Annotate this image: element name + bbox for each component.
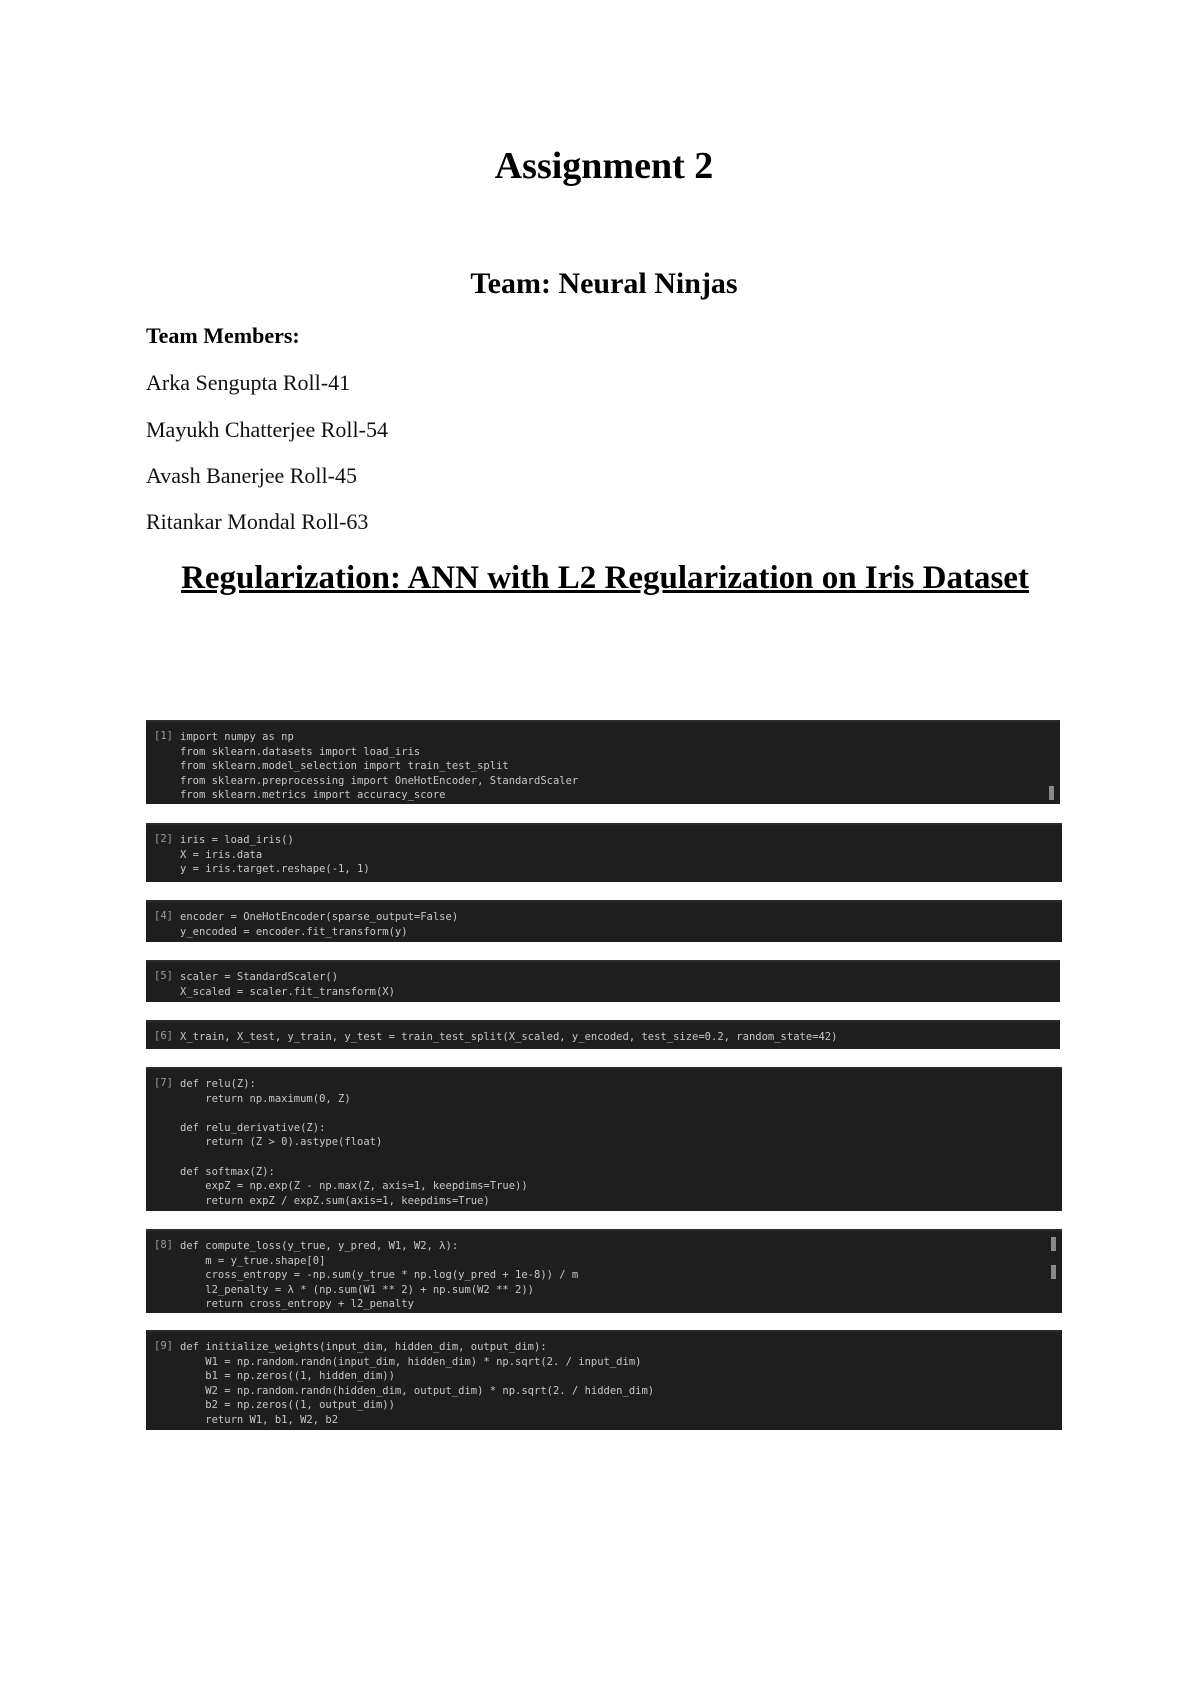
code-cell-1[interactable] xyxy=(146,720,1060,804)
cell-prompt: [4] xyxy=(154,910,173,922)
cell-prompt: [6] xyxy=(154,1030,173,1042)
cell-prompt: [7] xyxy=(154,1077,173,1089)
cell-code: def compute_loss(y_true, y_pred, W1, W2, λ): m = y_true.shape[0] cross_entropy = -np.sum(y_true * np.log(y_pred + 1e-8)) / m l2_penalty = λ * (np.sum(W1 ** 2) + np.sum(W2 ** 2)) return cross_entropy + l2_penalty xyxy=(180,1240,579,1311)
code-cell-6[interactable] xyxy=(146,1067,1062,1211)
team-name: Team: Neural Ninjas xyxy=(470,267,738,300)
cell-code: iris = load_iris() X = iris.data y = iris.target.reshape(-1, 1) xyxy=(180,834,370,876)
member-1: Arka Sengupta Roll-41 xyxy=(146,370,351,395)
scrollbar[interactable] xyxy=(1051,1237,1056,1251)
member-2: Mayukh Chatterjee Roll-54 xyxy=(146,417,388,442)
cell-prompt: [5] xyxy=(154,970,173,982)
code-cell-2[interactable] xyxy=(146,823,1062,882)
code-cell-4[interactable] xyxy=(146,960,1060,1002)
cell-code: def initialize_weights(input_dim, hidden_dim, output_dim): W1 = np.random.randn(input_dim, hidden_dim) * np.sqrt(2. / input_dim) b1 = np.zeros((1, hidden_dim)) W2 = np.random.randn(hidden_dim, output_dim) * np.sqrt(2. / hidden_dim) b2 = np.zeros((1, output_dim)) return W1, b1, W2, b2 xyxy=(180,1341,655,1426)
scrollbar[interactable] xyxy=(1049,786,1054,800)
document-title: Assignment 2 xyxy=(494,145,714,187)
cell-code: def relu(Z): return np.maximum(0, Z) def relu_derivative(Z): return (Z > 0).astype(float) def softmax(Z): expZ = np.exp(Z - np.max(Z, axis=1, keepdims=True)) return expZ / expZ.sum(axis=1, keepdims=True) xyxy=(180,1078,528,1207)
members-label: Team Members: xyxy=(146,323,300,348)
cell-code: encoder = OneHotEncoder(sparse_output=False) y_encoded = encoder.fit_transform(y) xyxy=(180,911,459,938)
cell-code: scaler = StandardScaler() X_scaled = scaler.fit_transform(X) xyxy=(180,971,395,998)
code-cell-8[interactable] xyxy=(146,1330,1062,1430)
cell-prompt: [2] xyxy=(154,833,173,845)
code-cell-5[interactable] xyxy=(146,1020,1060,1049)
scrollbar[interactable] xyxy=(1051,1265,1056,1279)
cell-prompt: [8] xyxy=(154,1239,173,1251)
cell-prompt: [9] xyxy=(154,1340,173,1352)
cell-code: X_train, X_test, y_train, y_test = train_test_split(X_scaled, y_encoded, test_size=0.2, random_state=42) xyxy=(180,1031,838,1043)
section-heading: Regularization: ANN with L2 Regularization on Iris Dataset xyxy=(181,560,1029,596)
code-cell-3[interactable] xyxy=(146,900,1062,942)
member-3: Avash Banerjee Roll-45 xyxy=(146,463,357,488)
cell-code: import numpy as np from sklearn.datasets import load_iris from sklearn.model_selection import train_test_split from sklearn.preprocessing import OneHotEncoder, StandardScaler from sklearn.metrics import accuracy_score xyxy=(180,731,579,802)
cell-prompt: [1] xyxy=(154,730,173,742)
member-4: Ritankar Mondal Roll-63 xyxy=(146,509,369,534)
code-cell-7[interactable] xyxy=(146,1229,1062,1313)
